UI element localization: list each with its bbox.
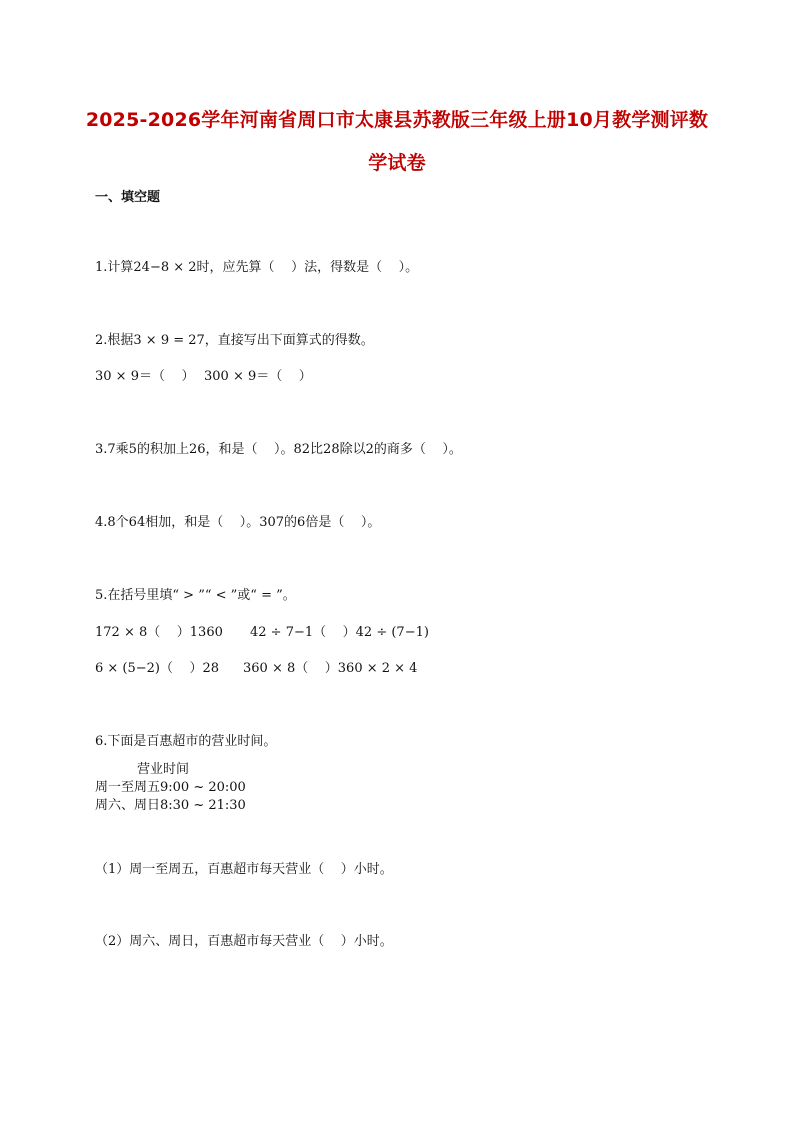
question-2-item-a: 30 × 9＝（ ） [95, 369, 195, 384]
question-5-stem: 5.在括号里填“ > ”“ < ”或“ = ”。 [95, 588, 296, 603]
question-1: 1.计算24−8 × 2时，应先算（ ）法，得数是（ ）。 [95, 260, 419, 275]
business-hours-header: 营业时间 [137, 762, 190, 777]
question-4: 4.8个64相加，和是（ ）。307的6倍是（ ）。 [95, 515, 381, 530]
question-5-item-b: 42 ÷ 7−1（ ）42 ÷ (7−1) [250, 625, 429, 640]
question-2-stem: 2.根据3 × 9 = 27，直接写出下面算式的得数。 [95, 333, 374, 348]
question-6-part-1: （1）周一至周五，百惠超市每天营业（ ）小时。 [95, 862, 393, 877]
business-hours-weekday: 周一至周五9:00 ~ 20:00 [95, 780, 246, 795]
question-2-item-b: 300 × 9＝（ ） [204, 369, 312, 384]
question-3: 3.7乘5的积加上26，和是（ ）。82比28除以2的商多（ ）。 [95, 442, 462, 457]
exam-title-line-1: 2025-2026学年河南省周口市太康县苏教版三年级上册10月教学测评数 [85, 109, 709, 131]
business-hours-weekend: 周六、周日8:30 ~ 21:30 [95, 798, 246, 813]
question-5-item-a: 172 × 8（ ）1360 [95, 625, 223, 640]
section-heading-fill-in: 一、填空题 [95, 190, 161, 205]
business-hours-table [95, 761, 246, 815]
question-5-item-d: 360 × 8（ ）360 × 2 × 4 [243, 661, 418, 676]
question-5-item-c: 6 × (5−2)（ ）28 [95, 661, 220, 676]
question-6-stem: 6.下面是百惠超市的营业时间。 [95, 734, 277, 749]
question-6-part-2: （2）周六、周日，百惠超市每天营业（ ）小时。 [95, 934, 393, 949]
exam-title-line-2: 学试卷 [368, 152, 426, 174]
